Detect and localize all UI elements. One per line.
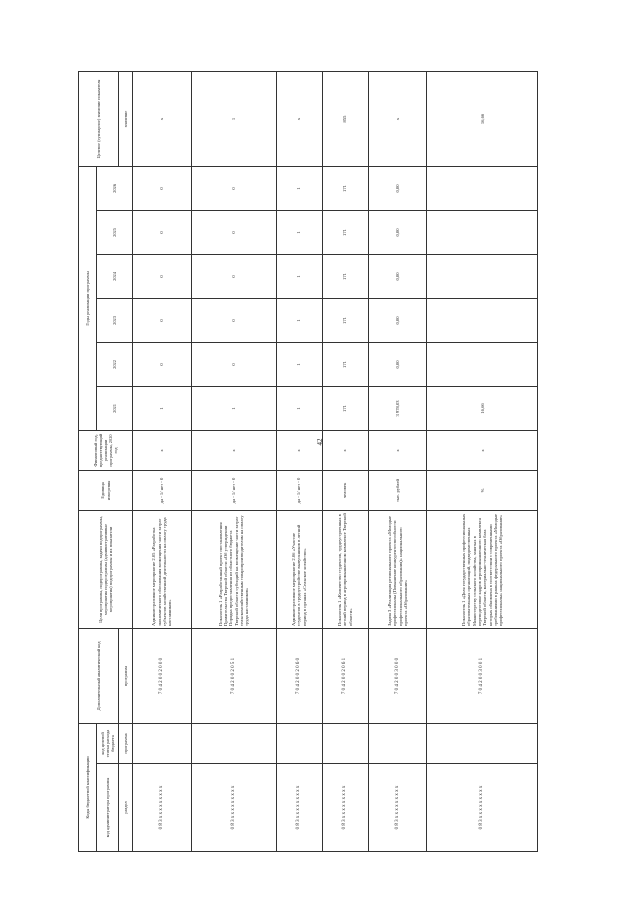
budget-code-cell: 0 8 3 x x x x x x x x x: [133, 764, 192, 852]
unit-cell: человек: [322, 470, 368, 510]
budget-code-cell: 0 8 3 x x x x x x x x x: [276, 764, 322, 852]
program-table-rotated: [78, 72, 538, 852]
table-row: [133, 71, 192, 851]
year-value-cell: 0: [191, 166, 276, 210]
unit-cell: да - 1/ нет - 0: [191, 470, 276, 510]
years-header: Годы реализации программы: [79, 166, 97, 430]
year-value-cell: 0,00: [368, 210, 427, 254]
table-row: [322, 71, 368, 851]
table-row: [368, 71, 427, 851]
code-spacer-cell: [322, 723, 368, 763]
budget-codes-header: Коды бюджетной классификации: [79, 723, 97, 851]
year-value-cell: [427, 254, 538, 298]
total-cell: x: [368, 71, 427, 166]
add-program-header: программа: [119, 628, 133, 723]
table-row: [427, 71, 538, 851]
year-value-cell: 1: [276, 166, 322, 210]
total-cell: x: [133, 71, 192, 166]
year-value-cell: 171: [322, 342, 368, 386]
total-cell: x: [276, 71, 322, 166]
unit-cell: тыс. рублей: [368, 470, 427, 510]
name-cell: Показатель 1 «Разработанный проект постановления Правительства Тверской области «Об утверждении Порядка предоставления из областного бюджета Тверской области субсидий на возмещение части затрат сельскохозяйственным товаропроизводителям на оплату труда наставников»: [191, 510, 276, 628]
year-value-cell: 1: [191, 386, 276, 430]
fin-year-cell: x: [322, 430, 368, 470]
year-value-cell: 1: [133, 386, 192, 430]
year-value-cell: 0,00: [368, 254, 427, 298]
table-row: [191, 71, 276, 851]
budget-code-cell: 0 8 3 x x x x x x x x x: [368, 764, 427, 852]
year-value-cell: 0: [133, 342, 192, 386]
fin-year-header: Финансовый год, предшествующий реализации программы, 2020 год: [79, 430, 133, 470]
year-value-cell: 0: [133, 254, 192, 298]
year-value-cell: 1: [276, 298, 322, 342]
total-header: Целевое (суммарное) значение показателя: [79, 71, 119, 166]
year-value-cell: 0: [133, 298, 192, 342]
year-value-cell: 1: [276, 210, 322, 254]
year-2022-header: 2022: [97, 342, 133, 386]
year-value-cell: 1: [276, 342, 322, 386]
table-row: [276, 71, 322, 851]
year-value-cell: 1: [276, 386, 322, 430]
code-spacer-cell: [191, 723, 276, 763]
unit-cell: да - 1/ нет - 0: [133, 470, 192, 510]
additional-code-header: Дополнительный аналитический код: [79, 628, 119, 723]
code-spacer-cell: [133, 723, 192, 763]
year-value-cell: 171: [322, 386, 368, 430]
unit-header: Единица измерения: [79, 470, 133, 510]
program-header: программа: [119, 723, 133, 763]
name-cell: Показатель 1 «Доля государственных профессиональных образовательных организаций, подведомственных Министерству сельского хозяйства, занятых в переподготовке кадров агропромышленного комплекса Тверской области, материально-техническая база которых обновлена в соответствии с современными требованиями в рамках федерального проекта «Молодые профессионалы» национального проекта «Образование»: [427, 510, 538, 628]
year-value-cell: 171: [322, 210, 368, 254]
year-2021-header: 2021: [97, 386, 133, 430]
target-group-header: код целевой статьи расхода бюджета: [97, 723, 119, 763]
year-value-cell: 0,00: [368, 298, 427, 342]
fin-year-cell: x: [276, 430, 322, 470]
additional-code-cell: 7 0 4 2 0 0 3 0 0 1: [427, 628, 538, 723]
year-value-cell: 0: [191, 342, 276, 386]
total-cell: 1: [191, 71, 276, 166]
code-spacer-cell: [427, 723, 538, 763]
fin-year-cell: x: [368, 430, 427, 470]
name-header: Цели программы, подпрограммы, задачи подпрограммы, мероприятия подпрограммы (административные мероприятия) подпрограммы и их показатели: [79, 510, 133, 628]
year-value-cell: 3 978,03: [368, 386, 427, 430]
fin-year-cell: x: [133, 430, 192, 470]
unit-cell: %: [427, 470, 538, 510]
year-value-cell: 171: [322, 254, 368, 298]
additional-code-cell: 7 0 4 2 0 0 2 0 0 0: [133, 628, 192, 723]
additional-code-cell: 7 0 4 2 0 0 3 0 0 0: [368, 628, 427, 723]
name-cell: Административное мероприятие 2.05 «Разработка экономического обоснования возмещения части затрат субъектов хозяйственной деятельности на оплату труда наставников»: [133, 510, 192, 628]
additional-code-cell: 7 0 4 2 0 0 2 0 6 0: [276, 628, 322, 723]
name-cell: Административное мероприятие 2.06 «Участие студентов в трудоустройстве выпускников в летний период в органах «Сельское хозяйство»: [276, 510, 322, 628]
budget-code-cell: 0 8 3 x x x x x x x x x: [322, 764, 368, 852]
code-spacer-cell: [276, 723, 322, 763]
year-value-cell: 16,66: [427, 386, 538, 430]
value-header: значение: [119, 71, 133, 166]
year-value-cell: 0: [191, 298, 276, 342]
fin-year-cell: x: [191, 430, 276, 470]
year-2025-header: 2025: [97, 210, 133, 254]
name-cell: Показатель 1 «Количество студентов, трудоустроенных в летний период в агропромышленном комплексе Тверской области»: [322, 510, 368, 628]
year-value-cell: 0,00: [368, 342, 427, 386]
year-value-cell: 0: [133, 166, 192, 210]
fin-year-cell: x: [427, 430, 538, 470]
year-value-cell: 0,00: [368, 166, 427, 210]
year-value-cell: [427, 166, 538, 210]
admin-code-header: код администратора программы: [97, 764, 119, 852]
year-value-cell: 0: [191, 254, 276, 298]
year-value-cell: 0: [191, 210, 276, 254]
year-value-cell: [427, 298, 538, 342]
year-value-cell: 1: [276, 254, 322, 298]
program-table: [78, 71, 538, 852]
total-cell: 16,66: [427, 71, 538, 166]
year-value-cell: [427, 210, 538, 254]
budget-code-cell: 0 8 3 x x x x x x x x x: [191, 764, 276, 852]
total-cell: 855: [322, 71, 368, 166]
unit-cell: да - 1/ нет - 0: [276, 470, 322, 510]
year-2024-header: 2024: [97, 254, 133, 298]
section-header: раздел: [119, 764, 133, 852]
name-cell: Задача 3 «Реализация регионального проекта «Молодые профессионалы (Повышение конкурентоспособности профессионального образования)» национального проекта «Образование»: [368, 510, 427, 628]
year-value-cell: 0: [133, 210, 192, 254]
year-value-cell: [427, 342, 538, 386]
page-number: 42: [316, 438, 324, 446]
year-value-cell: 171: [322, 298, 368, 342]
additional-code-cell: 7 0 4 2 0 0 2 0 6 1: [322, 628, 368, 723]
code-spacer-cell: [368, 723, 427, 763]
year-2023-header: 2023: [97, 298, 133, 342]
additional-code-cell: 7 0 4 2 0 0 2 0 5 1: [191, 628, 276, 723]
year-2026-header: 2026: [97, 166, 133, 210]
budget-code-cell: 0 8 3 x x x x x x x x x: [427, 764, 538, 852]
year-value-cell: 171: [322, 166, 368, 210]
